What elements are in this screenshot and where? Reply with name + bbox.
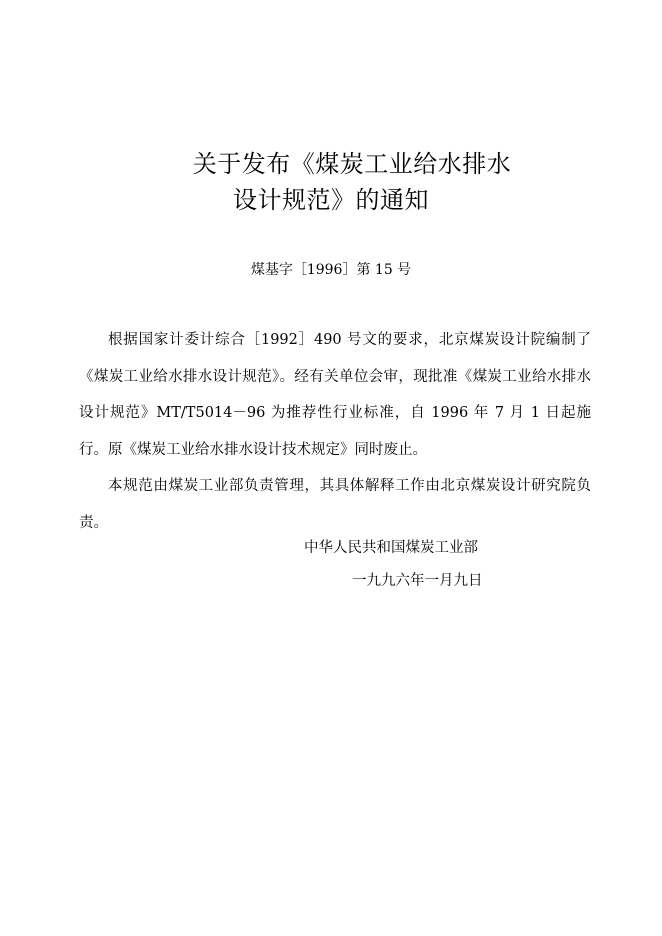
issue-date: 一九九六年一月九日 bbox=[352, 573, 483, 589]
document-number: 煤基字［1996］第 15 号 bbox=[250, 262, 412, 278]
notice-body bbox=[79, 322, 591, 541]
body-paragraph-management: 本规范由煤炭工业部负责管理，其具体解释工作由北京煤炭设计研究院负责。 bbox=[79, 478, 591, 531]
body-paragraph-approval: 根据国家计委计综合［1992］490 号文的要求，北京煤炭设计院编制了《煤炭工业给水排水设计规范》。经有关单位会审，现批准《煤炭工业给水排水设计规范》MT/T5014－96 为推荐性行业标准，自 1996 年 7 月 1 日起施行。原《煤炭工业给水排水设计技术规定》同时废止。 bbox=[79, 332, 591, 458]
notice-title-line-1: 关于发布《煤炭工业给水排水 bbox=[192, 150, 512, 178]
notice-title-line-2: 设计规范》的通知 bbox=[233, 186, 429, 214]
issuing-authority: 中华人民共和国煤炭工业部 bbox=[304, 540, 478, 556]
